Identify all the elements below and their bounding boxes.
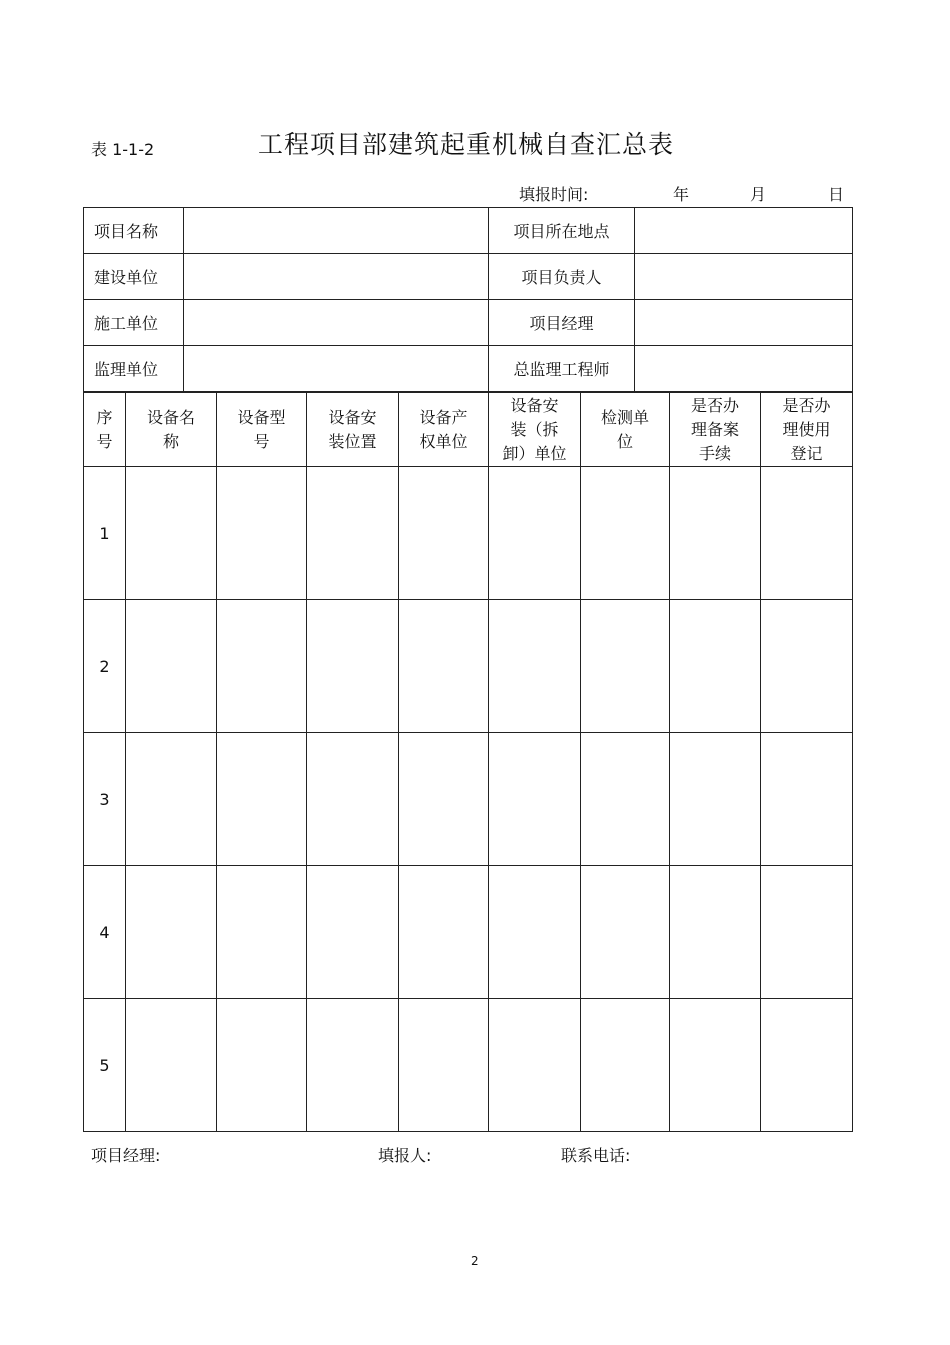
supervision-unit-field[interactable] — [184, 346, 489, 392]
table-cell[interactable] — [670, 866, 761, 999]
table-row — [84, 999, 853, 1132]
column-header-line: 登记 — [790, 443, 823, 463]
table-cell[interactable] — [126, 999, 217, 1132]
info-row — [84, 208, 853, 254]
month-label: 月 — [750, 185, 767, 204]
construction-unit-label: 建设单位 — [84, 254, 184, 300]
table-row — [84, 600, 853, 733]
column-header-line: 理使用 — [782, 419, 831, 439]
project-info-table — [83, 207, 853, 392]
equipment-header-row — [84, 393, 853, 467]
project-manager-field[interactable] — [635, 300, 853, 346]
column-header-line: 号 — [253, 431, 270, 451]
info-row — [84, 254, 853, 300]
info-row — [84, 346, 853, 392]
table-cell[interactable] — [399, 866, 489, 999]
table-cell[interactable] — [307, 600, 399, 733]
column-header-line: 设备安 — [328, 407, 377, 427]
table-cell[interactable] — [489, 600, 581, 733]
table-cell[interactable] — [307, 467, 399, 600]
column-header-line: 称 — [162, 431, 179, 451]
project-leader-label: 项目负责人 — [489, 254, 635, 300]
column-header-line: 装位置 — [328, 431, 377, 451]
table-cell[interactable] — [126, 600, 217, 733]
table-cell[interactable] — [581, 999, 670, 1132]
column-header — [670, 393, 761, 467]
column-header-line: 号 — [96, 431, 113, 451]
column-header-line: 是否办 — [782, 395, 831, 415]
row-number: 5 — [84, 999, 126, 1132]
chief-supervisor-label: 总监理工程师 — [489, 346, 635, 392]
project-location-label: 项目所在地点 — [489, 208, 635, 254]
column-header-line: 设备安 — [510, 395, 559, 415]
column-header-line: 序 — [96, 407, 113, 427]
table-cell[interactable] — [217, 467, 307, 600]
fill-time-label: 填报时间: — [519, 185, 589, 204]
project-name-label: 项目名称 — [84, 208, 184, 254]
column-header-line: 卸）单位 — [502, 443, 567, 463]
chief-supervisor-field[interactable] — [635, 346, 853, 392]
row-number: 2 — [84, 600, 126, 733]
table-cell[interactable] — [217, 866, 307, 999]
table-cell[interactable] — [399, 600, 489, 733]
footer-filler-label: 填报人: — [378, 1146, 432, 1165]
table-cell[interactable] — [581, 733, 670, 866]
table-cell[interactable] — [670, 733, 761, 866]
table-cell[interactable] — [670, 999, 761, 1132]
table-cell[interactable] — [761, 600, 853, 733]
column-header — [307, 393, 399, 467]
row-number: 1 — [84, 467, 126, 600]
table-cell[interactable] — [761, 733, 853, 866]
supervision-unit-label: 监理单位 — [84, 346, 184, 392]
table-cell[interactable] — [399, 999, 489, 1132]
column-header — [126, 393, 217, 467]
table-row — [84, 866, 853, 999]
table-number: 表 1-1-2 — [91, 140, 155, 159]
row-number: 4 — [84, 866, 126, 999]
project-location-field[interactable] — [635, 208, 853, 254]
column-header-line: 手续 — [698, 443, 731, 463]
table-cell[interactable] — [581, 600, 670, 733]
row-number: 3 — [84, 733, 126, 866]
column-header-line: 理备案 — [690, 419, 739, 439]
column-header — [399, 393, 489, 467]
table-cell[interactable] — [489, 866, 581, 999]
table-cell[interactable] — [581, 866, 670, 999]
table-cell[interactable] — [399, 467, 489, 600]
column-header-line: 检测单 — [600, 407, 649, 427]
table-row — [84, 733, 853, 866]
table-row — [84, 467, 853, 600]
day-label: 日 — [828, 185, 845, 204]
column-header — [761, 393, 853, 467]
column-header-line: 设备型 — [237, 407, 286, 427]
table-cell[interactable] — [307, 733, 399, 866]
table-cell[interactable] — [581, 467, 670, 600]
project-leader-field[interactable] — [635, 254, 853, 300]
table-cell[interactable] — [489, 467, 581, 600]
column-header-line: 位 — [616, 431, 633, 451]
info-row — [84, 300, 853, 346]
column-header-line: 权单位 — [419, 431, 468, 451]
column-header-line: 设备名 — [146, 407, 195, 427]
year-label: 年 — [673, 185, 690, 204]
table-cell[interactable] — [761, 467, 853, 600]
table-cell[interactable] — [126, 733, 217, 866]
column-header — [84, 393, 126, 467]
page-number: 2 — [471, 1254, 479, 1268]
table-cell[interactable] — [217, 600, 307, 733]
table-cell[interactable] — [307, 999, 399, 1132]
construction-unit-field[interactable] — [184, 254, 489, 300]
column-header — [581, 393, 670, 467]
table-cell[interactable] — [217, 733, 307, 866]
table-cell[interactable] — [307, 866, 399, 999]
builder-unit-label: 施工单位 — [84, 300, 184, 346]
table-cell[interactable] — [489, 999, 581, 1132]
table-cell[interactable] — [670, 467, 761, 600]
footer-phone-label: 联系电话: — [561, 1146, 631, 1165]
page-title: 工程项目部建筑起重机械自查汇总表 — [258, 130, 675, 159]
column-header-line: 装（拆 — [510, 419, 559, 439]
table-cell[interactable] — [489, 733, 581, 866]
table-cell[interactable] — [126, 866, 217, 999]
project-manager-label: 项目经理 — [489, 300, 635, 346]
table-cell[interactable] — [217, 999, 307, 1132]
column-header — [217, 393, 307, 467]
table-cell[interactable] — [670, 600, 761, 733]
equipment-table — [83, 392, 853, 1132]
column-header-line: 设备产 — [419, 407, 468, 427]
table-cell[interactable] — [761, 999, 853, 1132]
project-name-field[interactable] — [184, 208, 489, 254]
column-header-line: 是否办 — [690, 395, 739, 415]
column-header — [489, 393, 581, 467]
table-cell[interactable] — [761, 866, 853, 999]
footer-project-manager-label: 项目经理: — [91, 1146, 161, 1165]
builder-unit-field[interactable] — [184, 300, 489, 346]
table-cell[interactable] — [126, 467, 217, 600]
table-cell[interactable] — [399, 733, 489, 866]
